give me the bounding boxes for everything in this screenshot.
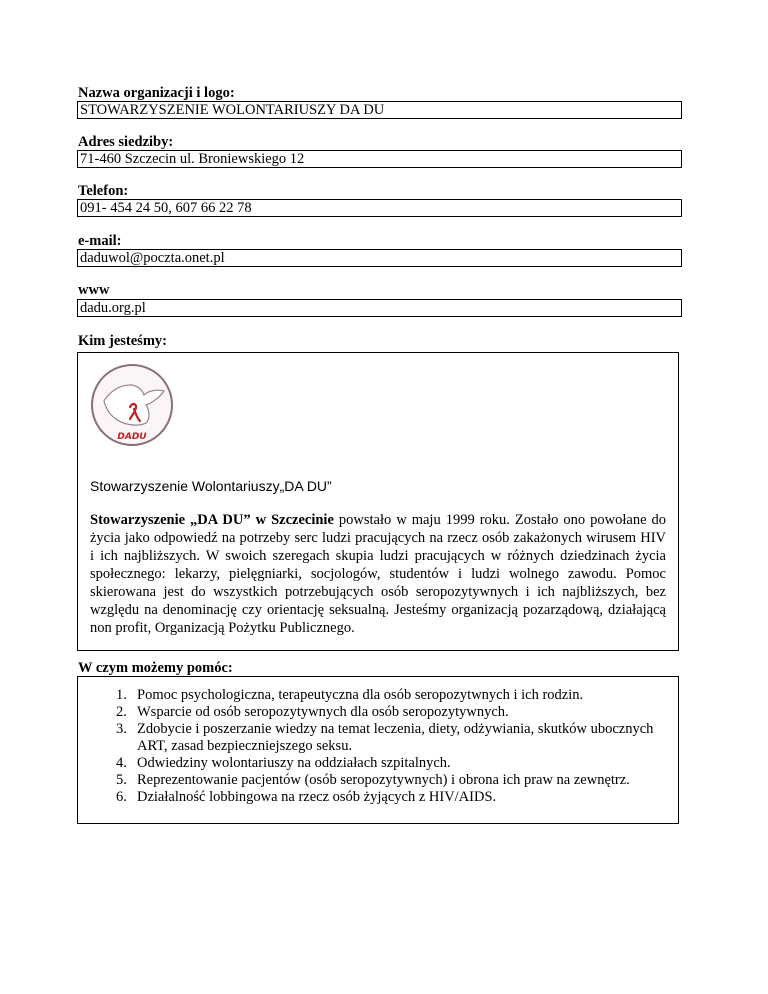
org-name-field: STOWARZYSZENIE WOLONTARIUSZY DA DU	[77, 101, 682, 119]
phone-field: 091- 454 24 50, 607 66 22 78	[77, 199, 682, 217]
help-box	[77, 676, 679, 824]
list-item-text: Odwiedziny wolontariuszy na oddziałach szpitalnych.	[137, 755, 451, 771]
list-item-text: Działalność lobbingowa na rzecz osób żyjących z HIV/AIDS.	[137, 789, 497, 805]
list-item-number: 2.	[116, 704, 127, 720]
email-field: daduwol@poczta.onet.pl	[77, 249, 682, 267]
help-list	[78, 687, 678, 806]
list-item	[78, 721, 678, 755]
list-item-text: Pomoc psychologiczna, terapeutyczna dla osób seropozytwnych i ich rodzin.	[137, 687, 584, 703]
list-item-number: 5.	[116, 772, 127, 788]
about-caption: Stowarzyszenie Wolontariuszy„DA DU”	[90, 478, 332, 494]
about-box	[77, 352, 679, 651]
list-item-number: 4.	[116, 755, 127, 771]
www-label: www	[78, 282, 110, 298]
list-item-number: 1.	[116, 687, 127, 703]
about-label: Kim jesteśmy:	[78, 333, 167, 349]
list-item	[78, 755, 678, 772]
help-label: W czym możemy pomóc:	[78, 660, 233, 676]
about-lead-bold: Stowarzyszenie „DA DU” w Szczecinie	[90, 512, 334, 528]
list-item-number: 3.	[116, 721, 127, 737]
list-item	[78, 704, 678, 721]
list-item-text: Wsparcie od osób seropozytywnych dla osób seropozytywnych.	[137, 704, 509, 720]
www-field: dadu.org.pl	[77, 299, 682, 317]
logo-text: DADU	[117, 432, 147, 442]
address-field: 71-460 Szczecin ul. Broniewskiego 12	[77, 150, 682, 168]
email-label: e-mail:	[78, 233, 122, 249]
phone-label: Telefon:	[78, 183, 129, 199]
dadu-logo-icon	[90, 363, 174, 447]
list-item	[78, 789, 678, 806]
list-item	[78, 772, 678, 789]
address-label: Adres siedziby:	[78, 134, 174, 150]
about-paragraph	[90, 511, 666, 637]
about-body: powstało w maju 1999 roku. Zostało ono powołane do życia jako odpowiedź na potrzeby serc ludzi pracujących na rzecz osób zakażonych wirusem HIV i ich najbliższych. W swoich szeregach skupia ludzi pracujących w różnych dziedzinach życia społecznego: lekarzy, pielęgniarki, socjologów, studentów i ludzi wolnego zawodu. Pomoc skierowana jest do wszystkich potrzebujących osób seropozytywnych i ich najbliższych, bez względu na denominację czy orientację seksualną. Jesteśmy organizacją pozarządową, działającą non profit, Organizacją Pożytku Publicznego.	[90, 512, 667, 636]
list-item-number: 6.	[116, 789, 127, 805]
list-item-text: Reprezentowanie pacjentów (osób seropozytywnych) i obrona ich praw na zewnętrz.	[137, 772, 630, 788]
org-name-label: Nazwa organizacji i logo:	[78, 85, 235, 101]
list-item-text: Zdobycie i poszerzanie wiedzy na temat leczenia, diety, odżywiania, skutków ubocznych ART, zasad bezpieczniejszego seksu.	[137, 721, 654, 754]
list-item	[78, 687, 678, 704]
